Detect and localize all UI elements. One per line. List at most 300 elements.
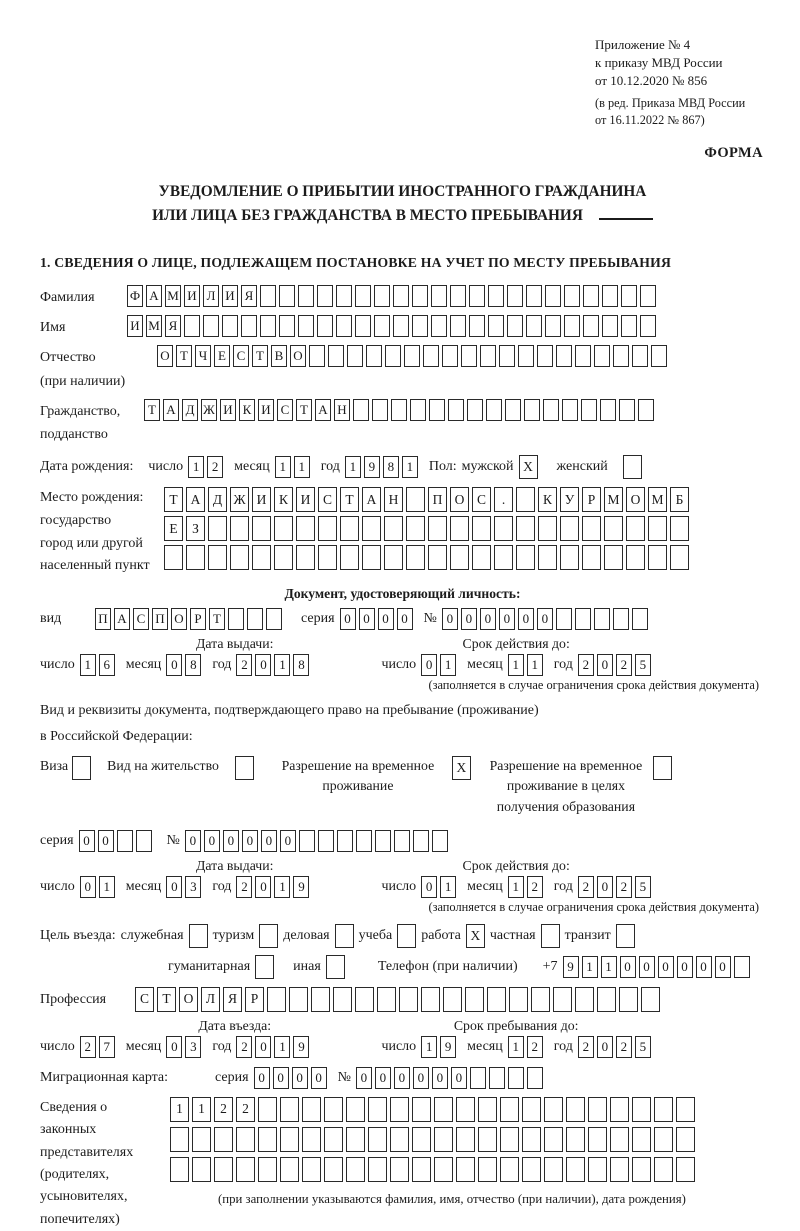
char-box[interactable]: Т — [340, 487, 359, 512]
char-box[interactable] — [274, 516, 293, 541]
char-box[interactable] — [236, 1127, 255, 1152]
char-box[interactable] — [258, 1127, 277, 1152]
char-box[interactable]: 2 — [527, 1036, 543, 1058]
char-box[interactable] — [500, 1097, 519, 1122]
purpose-private-checkbox[interactable] — [541, 924, 560, 948]
char-box[interactable] — [575, 608, 591, 630]
char-box[interactable]: С — [135, 987, 154, 1012]
char-box[interactable]: 1 — [601, 956, 617, 978]
char-box[interactable] — [488, 315, 504, 337]
char-box[interactable] — [610, 1127, 629, 1152]
char-box[interactable]: 0 — [597, 654, 613, 676]
char-box[interactable] — [507, 285, 523, 307]
char-box[interactable] — [442, 345, 458, 367]
char-box[interactable]: 8 — [293, 654, 309, 676]
char-box[interactable]: 9 — [293, 1036, 309, 1058]
char-box[interactable] — [434, 1157, 453, 1182]
char-box[interactable] — [527, 1067, 543, 1089]
char-box[interactable] — [340, 545, 359, 570]
char-box[interactable]: 1 — [99, 876, 115, 898]
char-box[interactable]: 0 — [356, 1067, 372, 1089]
char-box[interactable] — [676, 1157, 695, 1182]
char-box[interactable]: 0 — [461, 608, 477, 630]
char-box[interactable]: 0 — [597, 1036, 613, 1058]
char-box[interactable] — [117, 830, 133, 852]
char-box[interactable] — [406, 487, 425, 512]
char-box[interactable] — [456, 1097, 475, 1122]
char-box[interactable]: Б — [670, 487, 689, 512]
char-box[interactable] — [355, 285, 371, 307]
char-box[interactable] — [192, 1127, 211, 1152]
char-box[interactable]: 3 — [185, 1036, 201, 1058]
char-box[interactable] — [298, 315, 314, 337]
char-box[interactable] — [676, 1097, 695, 1122]
char-box[interactable] — [604, 545, 623, 570]
char-box[interactable] — [353, 399, 369, 421]
char-box[interactable] — [296, 516, 315, 541]
char-box[interactable] — [487, 987, 506, 1012]
char-box[interactable] — [252, 545, 271, 570]
char-box[interactable] — [562, 399, 578, 421]
char-box[interactable] — [478, 1097, 497, 1122]
char-box[interactable] — [670, 545, 689, 570]
char-box[interactable]: С — [233, 345, 249, 367]
char-box[interactable]: 0 — [242, 830, 258, 852]
char-box[interactable]: 2 — [214, 1097, 233, 1122]
char-box[interactable]: Т — [144, 399, 160, 421]
char-box[interactable] — [613, 345, 629, 367]
char-box[interactable]: Н — [384, 487, 403, 512]
char-box[interactable] — [443, 987, 462, 1012]
char-box[interactable]: 1 — [508, 876, 524, 898]
char-box[interactable] — [518, 345, 534, 367]
char-box[interactable] — [494, 516, 513, 541]
char-box[interactable] — [602, 315, 618, 337]
option-temp-residence-education-checkbox[interactable] — [653, 756, 672, 780]
char-box[interactable]: 1 — [274, 876, 290, 898]
char-box[interactable] — [610, 1097, 629, 1122]
char-box[interactable] — [184, 315, 200, 337]
char-box[interactable]: 1 — [421, 1036, 437, 1058]
char-box[interactable] — [428, 516, 447, 541]
char-box[interactable]: 0 — [421, 654, 437, 676]
char-box[interactable] — [274, 545, 293, 570]
char-box[interactable]: 1 — [345, 456, 361, 478]
char-box[interactable]: Р — [190, 608, 206, 630]
char-box[interactable] — [621, 285, 637, 307]
char-box[interactable] — [346, 1097, 365, 1122]
char-box[interactable] — [621, 315, 637, 337]
char-box[interactable]: П — [95, 608, 111, 630]
char-box[interactable] — [676, 1127, 695, 1152]
char-box[interactable] — [362, 516, 381, 541]
char-box[interactable] — [619, 987, 638, 1012]
char-box[interactable] — [214, 1157, 233, 1182]
char-box[interactable]: К — [239, 399, 255, 421]
char-box[interactable]: Е — [164, 516, 183, 541]
char-box[interactable] — [356, 830, 372, 852]
char-box[interactable] — [318, 545, 337, 570]
char-box[interactable] — [566, 1127, 585, 1152]
char-box[interactable]: В — [271, 345, 287, 367]
char-box[interactable]: . — [494, 487, 513, 512]
char-box[interactable] — [544, 1127, 563, 1152]
char-box[interactable] — [632, 1097, 651, 1122]
char-box[interactable] — [375, 830, 391, 852]
purpose-commercial-checkbox[interactable] — [335, 924, 354, 948]
char-box[interactable] — [390, 1127, 409, 1152]
char-box[interactable]: 0 — [442, 608, 458, 630]
char-box[interactable] — [602, 285, 618, 307]
char-box[interactable] — [340, 516, 359, 541]
char-box[interactable] — [208, 516, 227, 541]
char-box[interactable] — [516, 545, 535, 570]
char-box[interactable] — [299, 830, 315, 852]
char-box[interactable]: 1 — [402, 456, 418, 478]
char-box[interactable] — [543, 399, 559, 421]
char-box[interactable] — [267, 987, 286, 1012]
char-box[interactable] — [170, 1127, 189, 1152]
char-box[interactable]: 0 — [397, 608, 413, 630]
char-box[interactable] — [260, 285, 276, 307]
char-box[interactable] — [648, 516, 667, 541]
char-box[interactable] — [613, 608, 629, 630]
char-box[interactable]: 2 — [527, 876, 543, 898]
char-box[interactable]: 0 — [254, 1067, 270, 1089]
char-box[interactable] — [632, 1157, 651, 1182]
char-box[interactable] — [478, 1127, 497, 1152]
char-box[interactable]: 0 — [639, 956, 655, 978]
char-box[interactable]: И — [220, 399, 236, 421]
char-box[interactable]: 2 — [616, 876, 632, 898]
char-box[interactable] — [632, 1127, 651, 1152]
char-box[interactable]: 2 — [578, 654, 594, 676]
char-box[interactable] — [241, 315, 257, 337]
char-box[interactable] — [545, 315, 561, 337]
char-box[interactable]: 0 — [292, 1067, 308, 1089]
char-box[interactable]: И — [296, 487, 315, 512]
char-box[interactable] — [279, 285, 295, 307]
char-box[interactable]: А — [186, 487, 205, 512]
char-box[interactable] — [260, 315, 276, 337]
char-box[interactable]: Д — [182, 399, 198, 421]
char-box[interactable]: 9 — [440, 1036, 456, 1058]
char-box[interactable]: Т — [296, 399, 312, 421]
char-box[interactable]: 0 — [394, 1067, 410, 1089]
char-box[interactable]: Р — [582, 487, 601, 512]
char-box[interactable]: 5 — [635, 1036, 651, 1058]
char-box[interactable] — [564, 315, 580, 337]
char-box[interactable]: 0 — [223, 830, 239, 852]
char-box[interactable] — [545, 285, 561, 307]
char-box[interactable]: Т — [209, 608, 225, 630]
char-box[interactable]: 0 — [261, 830, 277, 852]
char-box[interactable]: 0 — [280, 830, 296, 852]
char-box[interactable]: И — [184, 285, 200, 307]
char-box[interactable] — [258, 1157, 277, 1182]
char-box[interactable]: Ч — [195, 345, 211, 367]
char-box[interactable] — [594, 608, 610, 630]
char-box[interactable] — [337, 830, 353, 852]
char-box[interactable] — [582, 516, 601, 541]
char-box[interactable] — [372, 399, 388, 421]
char-box[interactable]: Т — [164, 487, 183, 512]
char-box[interactable]: О — [179, 987, 198, 1012]
char-box[interactable]: 0 — [421, 876, 437, 898]
char-box[interactable] — [368, 1127, 387, 1152]
char-box[interactable] — [413, 830, 429, 852]
char-box[interactable]: 0 — [378, 608, 394, 630]
char-box[interactable] — [368, 1097, 387, 1122]
purpose-business-checkbox[interactable] — [189, 924, 208, 948]
char-box[interactable]: 1 — [440, 654, 456, 676]
char-box[interactable] — [480, 345, 496, 367]
char-box[interactable] — [583, 285, 599, 307]
char-box[interactable] — [385, 345, 401, 367]
char-box[interactable] — [258, 1097, 277, 1122]
char-box[interactable]: 2 — [80, 1036, 96, 1058]
char-box[interactable] — [374, 285, 390, 307]
char-box[interactable]: О — [450, 487, 469, 512]
char-box[interactable] — [522, 1127, 541, 1152]
sex-male-checkbox[interactable]: X — [519, 455, 538, 479]
char-box[interactable]: З — [186, 516, 205, 541]
char-box[interactable] — [469, 315, 485, 337]
char-box[interactable]: 0 — [620, 956, 636, 978]
option-residence-permit-checkbox[interactable] — [235, 756, 254, 780]
char-box[interactable] — [566, 1157, 585, 1182]
char-box[interactable]: 0 — [432, 1067, 448, 1089]
char-box[interactable] — [390, 1097, 409, 1122]
char-box[interactable] — [556, 608, 572, 630]
char-box[interactable]: 6 — [99, 654, 115, 676]
char-box[interactable]: 1 — [508, 1036, 524, 1058]
char-box[interactable] — [252, 516, 271, 541]
char-box[interactable] — [336, 285, 352, 307]
char-box[interactable] — [461, 345, 477, 367]
char-box[interactable] — [600, 399, 616, 421]
char-box[interactable] — [575, 345, 591, 367]
char-box[interactable] — [412, 315, 428, 337]
char-box[interactable] — [654, 1097, 673, 1122]
char-box[interactable] — [640, 285, 656, 307]
char-box[interactable] — [362, 545, 381, 570]
char-box[interactable] — [450, 315, 466, 337]
char-box[interactable]: А — [315, 399, 331, 421]
char-box[interactable]: 2 — [236, 654, 252, 676]
char-box[interactable]: 0 — [480, 608, 496, 630]
char-box[interactable]: О — [290, 345, 306, 367]
char-box[interactable] — [575, 987, 594, 1012]
char-box[interactable]: 5 — [635, 654, 651, 676]
char-box[interactable] — [279, 315, 295, 337]
char-box[interactable] — [280, 1157, 299, 1182]
char-box[interactable] — [317, 285, 333, 307]
char-box[interactable]: 1 — [440, 876, 456, 898]
char-box[interactable] — [619, 399, 635, 421]
char-box[interactable] — [500, 1157, 519, 1182]
char-box[interactable]: 8 — [185, 654, 201, 676]
char-box[interactable] — [472, 516, 491, 541]
char-box[interactable] — [432, 830, 448, 852]
char-box[interactable] — [594, 345, 610, 367]
char-box[interactable]: И — [222, 285, 238, 307]
char-box[interactable] — [366, 345, 382, 367]
char-box[interactable] — [355, 987, 374, 1012]
char-box[interactable]: А — [163, 399, 179, 421]
char-box[interactable]: 0 — [677, 956, 693, 978]
char-box[interactable]: 0 — [658, 956, 674, 978]
char-box[interactable]: 0 — [204, 830, 220, 852]
char-box[interactable] — [374, 315, 390, 337]
char-box[interactable] — [560, 545, 579, 570]
char-box[interactable] — [302, 1097, 321, 1122]
char-box[interactable] — [309, 345, 325, 367]
char-box[interactable]: О — [171, 608, 187, 630]
char-box[interactable]: 1 — [527, 654, 543, 676]
char-box[interactable] — [324, 1097, 343, 1122]
char-box[interactable] — [651, 345, 667, 367]
char-box[interactable] — [384, 545, 403, 570]
char-box[interactable] — [280, 1097, 299, 1122]
char-box[interactable]: К — [538, 487, 557, 512]
char-box[interactable] — [478, 1157, 497, 1182]
char-box[interactable]: Л — [201, 987, 220, 1012]
char-box[interactable]: 2 — [207, 456, 223, 478]
char-box[interactable]: 0 — [255, 1036, 271, 1058]
char-box[interactable] — [355, 315, 371, 337]
char-box[interactable]: У — [560, 487, 579, 512]
char-box[interactable] — [289, 987, 308, 1012]
char-box[interactable]: 2 — [616, 1036, 632, 1058]
char-box[interactable] — [537, 345, 553, 367]
char-box[interactable] — [391, 399, 407, 421]
char-box[interactable] — [428, 545, 447, 570]
char-box[interactable]: С — [318, 487, 337, 512]
char-box[interactable] — [429, 399, 445, 421]
char-box[interactable] — [494, 545, 513, 570]
char-box[interactable] — [394, 830, 410, 852]
char-box[interactable] — [505, 399, 521, 421]
char-box[interactable] — [390, 1157, 409, 1182]
char-box[interactable] — [399, 987, 418, 1012]
char-box[interactable] — [626, 545, 645, 570]
char-box[interactable] — [296, 545, 315, 570]
char-box[interactable]: 0 — [311, 1067, 327, 1089]
char-box[interactable]: 1 — [294, 456, 310, 478]
char-box[interactable]: К — [274, 487, 293, 512]
char-box[interactable] — [566, 1097, 585, 1122]
char-box[interactable]: О — [626, 487, 645, 512]
char-box[interactable] — [538, 545, 557, 570]
char-box[interactable] — [423, 345, 439, 367]
char-box[interactable] — [412, 1127, 431, 1152]
char-box[interactable] — [544, 1157, 563, 1182]
char-box[interactable] — [230, 545, 249, 570]
char-box[interactable] — [228, 608, 244, 630]
char-box[interactable]: 7 — [99, 1036, 115, 1058]
char-box[interactable]: 0 — [413, 1067, 429, 1089]
char-box[interactable] — [186, 545, 205, 570]
char-box[interactable] — [368, 1157, 387, 1182]
char-box[interactable] — [333, 987, 352, 1012]
char-box[interactable] — [311, 987, 330, 1012]
char-box[interactable]: 0 — [359, 608, 375, 630]
char-box[interactable] — [648, 545, 667, 570]
char-box[interactable]: 0 — [340, 608, 356, 630]
char-box[interactable]: 0 — [518, 608, 534, 630]
char-box[interactable] — [170, 1157, 189, 1182]
char-box[interactable]: 0 — [273, 1067, 289, 1089]
char-box[interactable]: 1 — [192, 1097, 211, 1122]
char-box[interactable] — [412, 1157, 431, 1182]
char-box[interactable]: 0 — [597, 876, 613, 898]
char-box[interactable] — [448, 399, 464, 421]
char-box[interactable] — [328, 345, 344, 367]
char-box[interactable]: 0 — [499, 608, 515, 630]
char-box[interactable] — [588, 1157, 607, 1182]
purpose-tourism-checkbox[interactable] — [259, 924, 278, 948]
char-box[interactable]: 1 — [275, 456, 291, 478]
char-box[interactable] — [406, 545, 425, 570]
char-box[interactable]: 1 — [508, 654, 524, 676]
char-box[interactable] — [302, 1127, 321, 1152]
char-box[interactable]: 0 — [166, 654, 182, 676]
char-box[interactable] — [456, 1127, 475, 1152]
char-box[interactable]: И — [252, 487, 271, 512]
char-box[interactable]: 0 — [696, 956, 712, 978]
char-box[interactable]: А — [362, 487, 381, 512]
char-box[interactable]: 9 — [563, 956, 579, 978]
char-box[interactable] — [654, 1127, 673, 1152]
char-box[interactable] — [632, 345, 648, 367]
char-box[interactable]: 2 — [578, 876, 594, 898]
char-box[interactable] — [298, 285, 314, 307]
char-box[interactable]: Е — [214, 345, 230, 367]
char-box[interactable] — [192, 1157, 211, 1182]
char-box[interactable]: 0 — [537, 608, 553, 630]
char-box[interactable] — [336, 315, 352, 337]
char-box[interactable]: Ф — [127, 285, 143, 307]
char-box[interactable] — [318, 516, 337, 541]
char-box[interactable]: 1 — [80, 654, 96, 676]
char-box[interactable] — [626, 516, 645, 541]
char-box[interactable] — [488, 285, 504, 307]
char-box[interactable]: 1 — [170, 1097, 189, 1122]
char-box[interactable] — [604, 516, 623, 541]
char-box[interactable] — [465, 987, 484, 1012]
char-box[interactable]: 8 — [383, 456, 399, 478]
char-box[interactable]: М — [146, 315, 162, 337]
char-box[interactable] — [410, 399, 426, 421]
char-box[interactable] — [508, 1067, 524, 1089]
purpose-work-checkbox[interactable]: X — [466, 924, 485, 948]
char-box[interactable] — [456, 1157, 475, 1182]
char-box[interactable]: Я — [223, 987, 242, 1012]
char-box[interactable]: 2 — [236, 876, 252, 898]
char-box[interactable] — [230, 516, 249, 541]
char-box[interactable]: П — [152, 608, 168, 630]
char-box[interactable]: 1 — [274, 1036, 290, 1058]
char-box[interactable] — [641, 987, 660, 1012]
char-box[interactable]: 2 — [236, 1036, 252, 1058]
char-box[interactable] — [610, 1157, 629, 1182]
char-box[interactable]: 2 — [578, 1036, 594, 1058]
char-box[interactable] — [421, 987, 440, 1012]
char-box[interactable]: 0 — [255, 654, 271, 676]
char-box[interactable]: О — [157, 345, 173, 367]
char-box[interactable] — [526, 315, 542, 337]
